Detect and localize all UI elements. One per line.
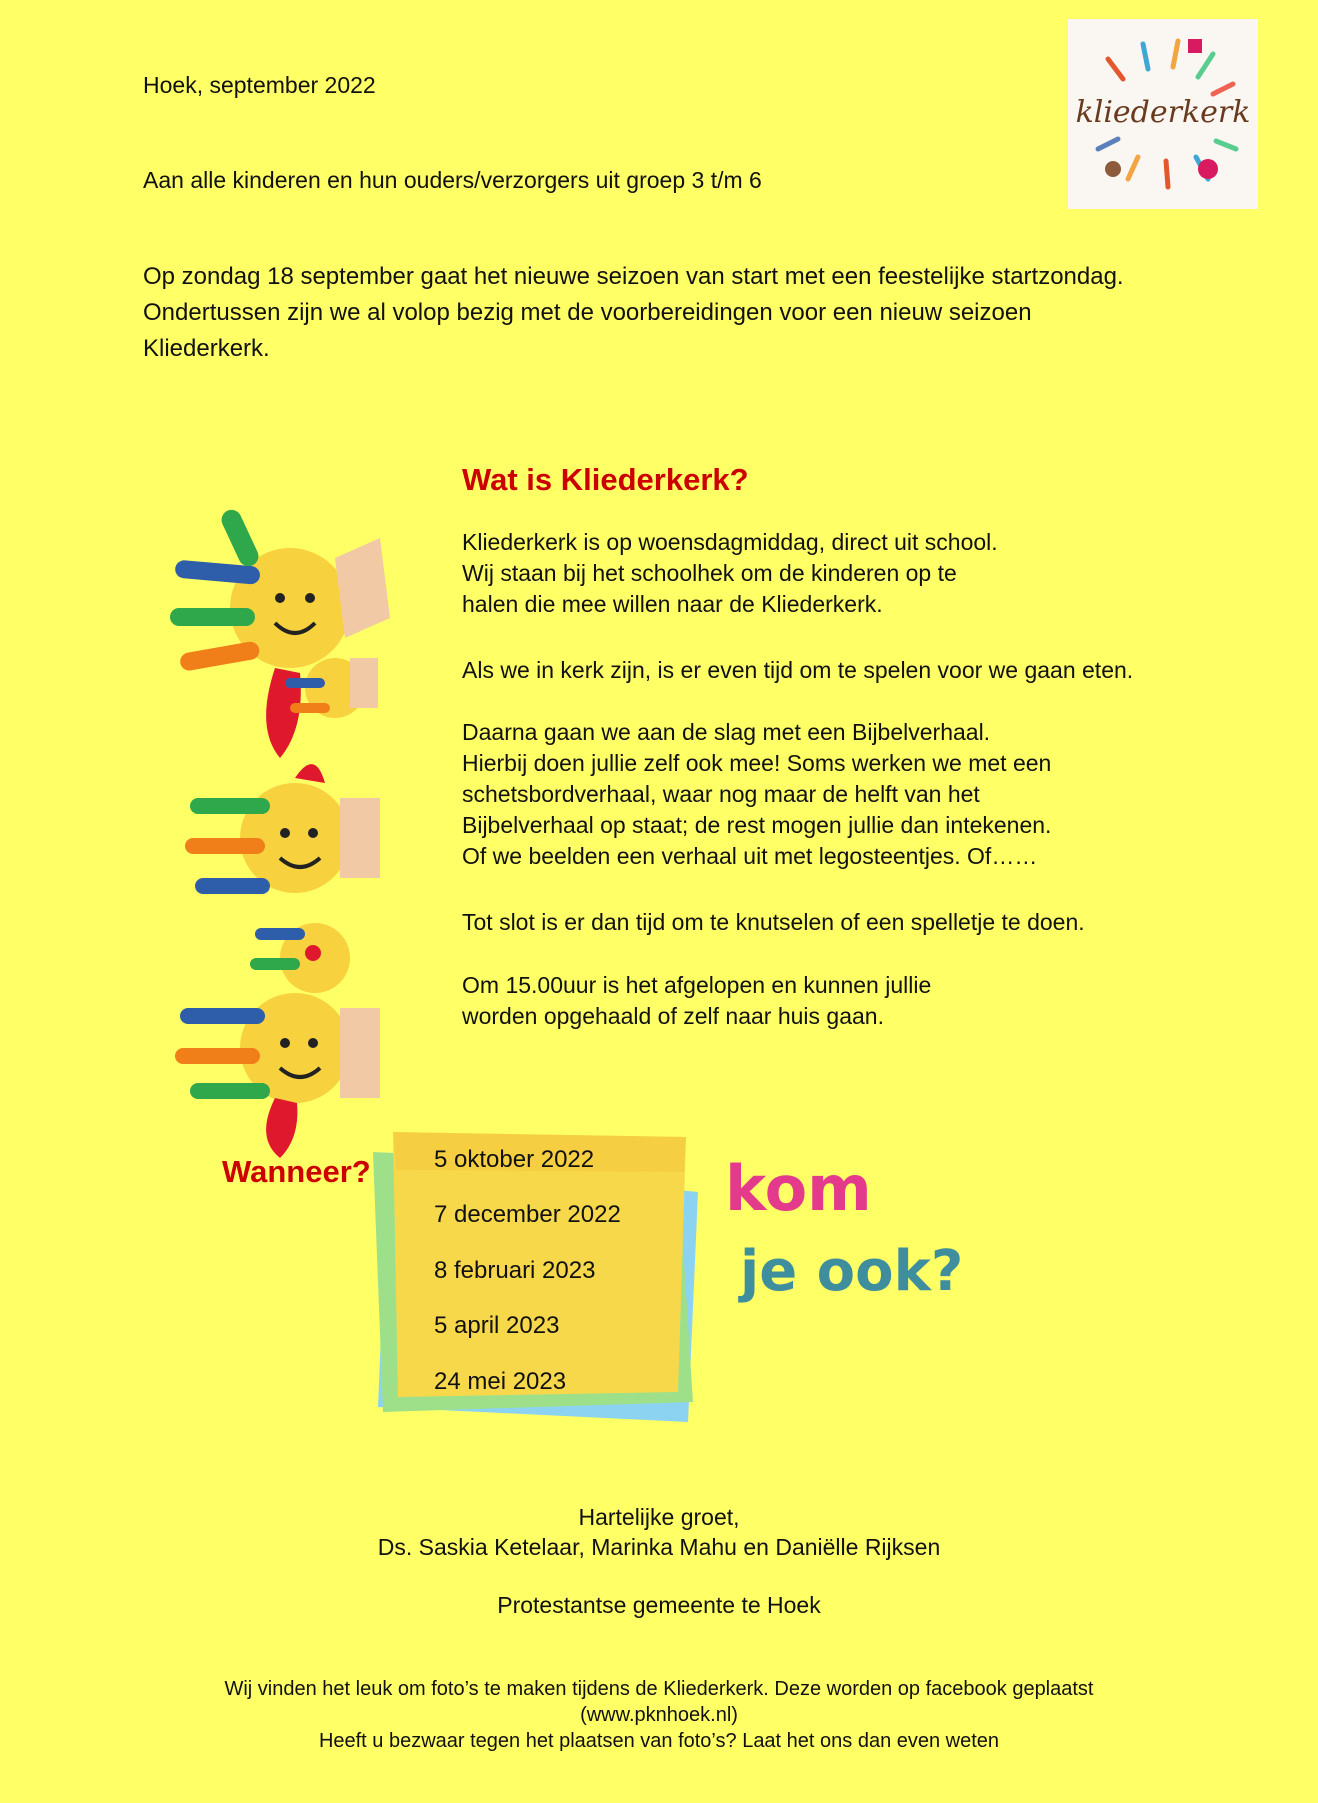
about-line: Wij staan bij het schoolhek om de kinderen op te (462, 560, 957, 586)
intro-line: Ondertussen zijn we al volop bezig met de voorbereidingen voor een nieuw seizoen (143, 299, 1032, 326)
organization: Protestantse gemeente te Hoek (497, 1592, 821, 1618)
about-line: Om 15.00uur is het afgelopen en kunnen jullie (462, 972, 932, 998)
date-item: 8 februari 2023 (434, 1257, 596, 1284)
about-paragraph-5 (462, 970, 931, 1032)
about-line: Kliederkerk is op woensdagmiddag, direct uit school. (462, 529, 998, 555)
place-date: Hoek, september 2022 (143, 72, 376, 98)
photo-notice-line: Heeft u bezwaar tegen het plaatsen van foto’s? Laat het ons dan even weten (318, 1730, 1000, 1752)
schedule-title: Wanneer? (222, 1154, 371, 1189)
about-line: Of we beelden een verhaal uit met legosteentjes. Of…… (462, 843, 1038, 869)
intro-line: Op zondag 18 september gaat het nieuwe seizoen van start met een feestelijke startzondag. (143, 263, 1124, 290)
about-paragraph-2 (462, 655, 1133, 686)
about-line: halen die mee willen naar de Kliederkerk. (462, 591, 883, 617)
painted-hands-icon (185, 498, 405, 1108)
photo-notice-link[interactable]: (www.pknhoek.nl) (580, 1704, 738, 1726)
kom-text: kom (725, 1152, 872, 1225)
about-line: Tot slot is er dan tijd om te knutselen of een spelletje te doen. (462, 909, 1085, 935)
date-item: 24 mei 2023 (434, 1368, 567, 1395)
about-line: Hierbij doen jullie zelf ook mee! Soms werken we met een (462, 750, 1052, 776)
je-ook-text: je ook? (740, 1239, 964, 1304)
about-paragraph-1 (462, 527, 998, 620)
photo-notice (0, 1676, 1318, 1754)
addressee: Aan alle kinderen en hun ouders/verzorgers uit groep 3 t/m 6 (143, 167, 762, 193)
greeting: Hartelijke groet, (578, 1504, 740, 1530)
date-item: 5 oktober 2022 (434, 1146, 595, 1173)
intro-line: Kliederkerk. (143, 335, 270, 362)
about-line: worden opgehaald of zelf naar huis gaan. (462, 1003, 884, 1029)
logo-splash-icon (1068, 19, 1258, 209)
date-item: 7 december 2022 (434, 1201, 621, 1228)
about-line: Als we in kerk zijn, is er even tijd om te spelen voor we gaan eten. (462, 657, 1134, 683)
about-title: Wat is Kliederkerk? (462, 462, 749, 497)
about-line: Daarna gaan we aan de slag met een Bijbelverhaal. (462, 719, 991, 745)
intro-paragraph (143, 259, 1124, 367)
kom-je-ook-icon (720, 1145, 964, 1315)
kom-je-ook-illustration (720, 1145, 964, 1315)
painted-hands-illustration (185, 498, 405, 1108)
about-paragraph-4 (462, 907, 1085, 938)
signatories: Ds. Saskia Ketelaar, Marinka Mahu en Daniëlle Rijksen (377, 1534, 941, 1560)
about-line: Bijbelverhaal op staat; de rest mogen jullie dan intekenen. (462, 812, 1052, 838)
date-item: 5 april 2023 (434, 1312, 560, 1339)
photo-notice-line: Wij vinden het leuk om foto’s te maken tijdens de Kliederkerk. Deze worden op facebook geplaatst (224, 1678, 1094, 1700)
about-line: schetsbordverhaal, waar nog maar de helft van het (462, 781, 980, 807)
logo-text: kliederkerk (1075, 95, 1251, 130)
kliederkerk-logo (1068, 19, 1258, 209)
about-paragraph-3 (462, 717, 1051, 872)
